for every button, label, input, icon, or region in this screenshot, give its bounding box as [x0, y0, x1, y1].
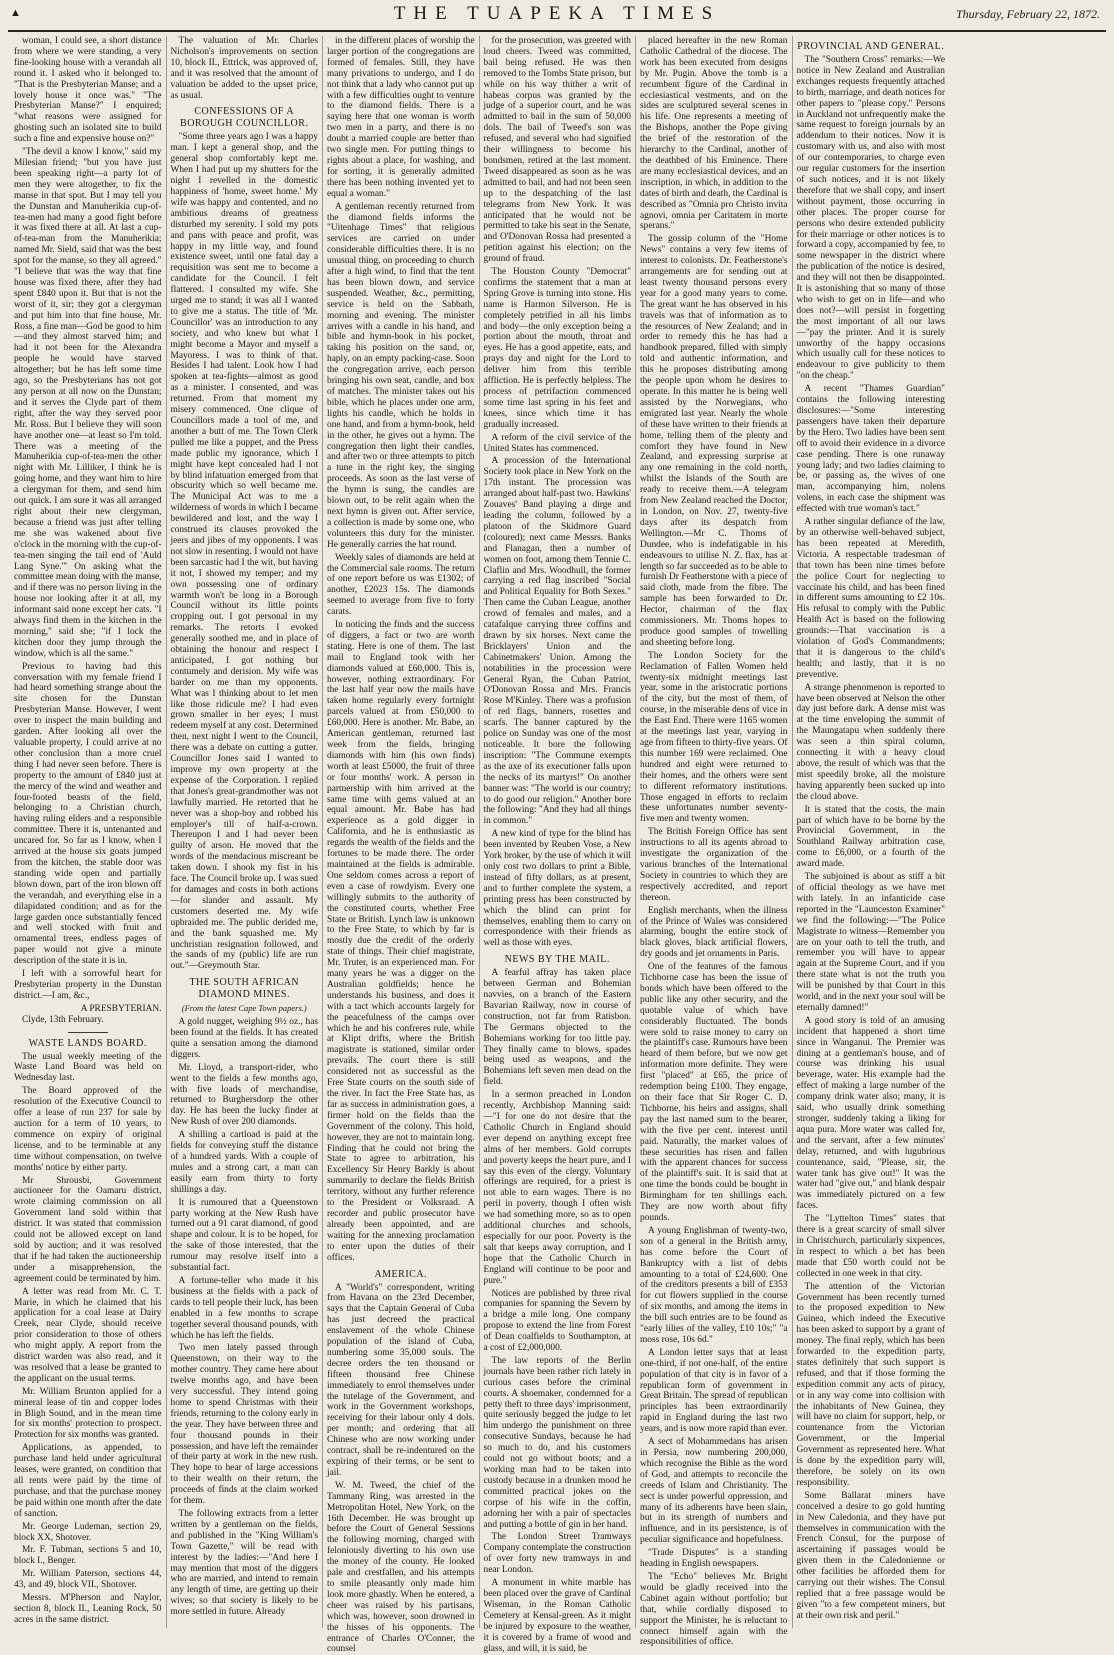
article-paragraph: A shilling a cartload is paid at the fields for conveying stuff the distance of a hundred yards. With a couple of mules and a strong cart, a man can easily earn from thirty to forty shillings a day.	[170, 1130, 318, 1195]
newspaper-columns	[10, 36, 1106, 1655]
article-paragraph: In a sermon preached in London recently, Archbishop Manning said:—"I for one do not desire that the Catholic Church in England should ever depend on anything except free alms of her members. Gold corrupts and poverty keeps the heart pure, and I say this even of the clergy. Voluntary offerings are required, for a priest is not able to earn wages. There is no peril in poverty, though I often wish we had something more, so as to open additional churches and schools, especially for our poor. Poverty is the salt that keeps away corruption, and I hope that the Catholic Church in England will continue to be poor and pure."	[483, 1090, 631, 1286]
article-paragraph: Some Ballarat miners have conceived a desire to go gold hunting in New Caledonia, and they have put themselves in communication with the French Consul, for the purpose of ascertaining if passages would be given them in the Caledonienne or other facilities be afforded them for carrying out their wishes. The Consul replied that a free passage would be given "to a few competent miners, but at their own risk and peril."	[796, 1490, 945, 1621]
article-heading: PROVINCIAL AND GENERAL.	[797, 41, 945, 52]
article-paragraph: One of the features of the famous Tichborne case has been the issue of bonds which have been offered to the public like any other security, and the quotable value of which have considerably fluctuated. The bonds were sold to raise money to carry on the plaintiff's case. Rumours have been heard of them before, but we now get information more definite. They were first "placed" at £65, the price of redemption being £100. They engage, on their face that Sir Roger C. D. Tichborne, his heirs and assigns, shall pay the last named sum to the bearer, with the five per cent. interest until paid. Naturally, the market values of these securities has risen and fallen with the apparent chances for success of the plaintiff's suit. It is said that at one time the bonds could be bought in Birmingham for ten shillings each. They are now worth about fifty pounds.	[640, 962, 788, 1223]
article-paragraph: in the different places of worship the larger portion of the congregations are formed of females. Still, they have many privations to undergo, and I do not think that a lady who cannot put up with a few difficulties ought to venture to the diamond fields. There is a saying here that one woman is worth two men in a party, and there is no doubt a married couple are better than two single men. For putting things to rights about a place, for washing, and for sorting, it is generally admitted there has been nothing invented yet to equal a woman."	[327, 36, 475, 199]
article-paragraph: woman, I could see, a short distance from where we were standing, a very fine-looking house with a verandah all round it. I asked who it belonged to. "That is the Presbyterian Manse; and a lovely house it once was." "The Presbyterian Manse?" I enquired; "what reasons were assigned for ghosting such an isolated site to build such a fine and expensive house on?"	[14, 36, 162, 145]
article-paragraph: It is stated that the costs, the main part of which have to be borne by the Provincial Government, in the Southland Railway arbitration case, come to £6,000, or a fourth of the award made.	[796, 804, 945, 870]
article-paragraph: The valuation of Mr. Charles Nicholson's improvements on section 10, block II., Ettrick, was approved of, and it was resolved that the amount of valuation be added to the upset price, as usual.	[170, 36, 318, 101]
newspaper-title: THE TUAPEKA TIMES	[393, 3, 721, 24]
article-paragraph: In noticing the finds and the success of diggers, a fact or two are worth stating. Here is one of them. The last mail to England took with her diamonds valued at £60,000. This is, however, nothing extraordinary. For the last half year now the mails have taken home regularly every fortnight parcels valued at from £50,000 to £60,000. Here is another. Mr. Babe, an American gentleman, returned last week from the fields, bringing diamonds with him (his own finds) worth at least £5000, the fruit of three or four months' work. A person in partnership with him arrived at the same time with gems valued at an equal amount. Mr. Babe has had experience as a gold digger in California, and he is enthusiastic as regards the wealth of the fields and the fortunes to be made there. The order maintained at the fields is admirable. One seldom comes across a report of even a case of rowdyism. Every one willingly submits to the authority of the constituted courts, whether Free State or British. Lynch law is unknown to the Free State, to which by far is mostly due the credit of the orderly state of things. Their chief magistrate, Mr. Truter, is an experienced man. For many years he was a digger on the Australian goldfields; hence he understands his business, and does it with a tact which accounts largely for the peacefulness of the camps over which he and his confreres rule, while at Klipt drifts, where the British magistrate is stationed, similar order prevails. The court there is still considered not as successful as the Free State courts on the south side of the river. In fact the Free State has, as far as success in administration goes, a firmer hold on the fields than the Government of the colony. This hold, however, they are not to maintain long. Finding that he could not bring the State to agree to arbitration, his Excellency Sir Henry Barkly is about summarily to declare the fields British territory, without any further reference to the President or Volksraad. A recorder and public prosecutor have already been appointed, and are waiting for the annexing proclamation to enter upon the duties of their offices.	[327, 620, 475, 1263]
article-paragraph: A sect of Mohammedans has arisen in Persia, now numbering 200,000, which recognise the Bible as the word of God, and attempts to reconcile the creeds of Islam and Christianity. The sect is under powerful oppression, and many of its adherents have been slain, but in its strength of numbers and influence, and in its persistence, is of peculiar significance and hopefulness.	[640, 1437, 788, 1546]
article-heading: WASTE LANDS BOARD.	[28, 1037, 147, 1049]
column-5	[636, 36, 793, 1648]
masthead-bar	[0, 0, 1114, 30]
article-paragraph: The Houston County "Democrat" confirms the statement that a man at Spring Grove is turning into stone. His name is Harmon Silverson. He is completely petrified in all his limbs and body—the only exception being a portion about the mouth, throat and eyes. He has a good appetite, eats, and prays day and night for the Lord to deliver him from this terrible affliction. He is perfectly helpless. The process of petrifaction commenced some time last spring in his feet and knees, since which time it has gradually increased.	[483, 267, 631, 430]
article-paragraph: The London Street Tramways Company contemplate the construction of over forty new tramways in and near London.	[483, 1532, 631, 1576]
article-paragraph: Mr. George Ludeman, section 29, block XX, Shotover.	[14, 1521, 162, 1543]
article-paragraph: It is rumoured that a Queenstown party working at the New Rush have turned out a 91 carat diamond, of good shape and colour. It is to be hoped, for the sake of those interested, that the rumour may resolve itself into a substantial fact.	[170, 1197, 318, 1274]
article-paragraph: A procession of the International Society took place in New York on the 17th instant. The procession was arranged about half-past two. Hawkins' Zouaves' Band playing a dirge and leading the column, followed by a platoon of the Skidmore Guard (coloured); next came Messrs. Banks and Flanagan, then a number of women on foot, among them Tennie C. Claflin and Mrs. Woodhull, the former carrying a red flag inscribed "Social and Political Equality for Both Sexes." Then came the Cuban League, another crowd of females and males, and a catafalque carrying three coffins and drawn by six horses. Next came the Bricklayers' Union and the Cabinetmakers' Union. Among the notabilities in the procession were General Ryan, the Cuban Patriot, O'Donovan Rossa and Mrs. Francis Rose M'Kinley. There was a profusion of red flags, banners, rosettes and scarfs. The banner captured by the police on Sunday was one of the most noticeable. It bore the following inscription: "The Commune exempts as the axe of its executioner falls upon the necks of its martyrs!" On another banner was: "The world is our country; to do good our religion." Another bore the following: "And they had all things in common."	[483, 456, 631, 827]
article-paragraph: Messrs. M'Pherson and Naylor, section 8, block II., Leaning Rock, 50 acres in the same district.	[14, 1593, 162, 1625]
column-6	[793, 36, 950, 1628]
article-heading: NEWS BY THE MAIL.	[504, 954, 610, 966]
article-paragraph: "The devil a know I know," said my Milesian friend; "but you have just been speaking right—a party lot of men they were altogether, to fix the manse in that spot. But I may tell you the Dunstan and Manuherikia cup-of-tea-men had many a good fight before it was fixed there at all. At last a cup-of-tea-man from the Manuherikia; named Mr. Sield, said that was the best spot for the manse, so they all agreed." "I believe that was the way that fine house was fixed there, after they had spent £840 upon it. But that is not the worst of it, sir; they got a clergyman and put him into that fine house, Mr. Ross, a fine man—God be good to him—and they almost starved him; and had it not been for the Alexandra people he would have starved altogether; but he has left some time ago, so the Presbyterians has not got any person at all now on the Dunstan; and it serves the Clyde part of them right, after the way they served poor Mr. Ross. But I believe they will soon have another one—at least so I'm told. There was a meeting of the Manuherikia cup-of-tea-men the other night with Mr. Lilliker, I think he is going home, and they want him to hire a clergyman for them, and send him out quick. I am sure it was all arranged right about their new clergyman, because a friend was just after telling me she was wakened about five o'clock in the morning with the cup-of-tea-men singing the tail end of 'Auld Lang Syne.'" On asking what the committee mean doing with the manse, and if there was no person living in the house nor looking after it at all, my informant said none except her cats. "I always find them in the kitchen in the morning," said she; "if I lock the kitchen door they jump through the window, which is all the same."	[14, 147, 162, 659]
article-paragraph: Mr. William Brunton applied for a mineral lease of tin and copper lodes in Bligh Sound, and in the mean time for six months' protection to prospect. Protection for six months was granted.	[14, 1386, 162, 1441]
article-paragraph: English merchants, when the illness of the Prince of Wales was considered alarming, bought the entire stock of black gloves, black artificial flowers, dry goods and jet ornaments in Paris.	[640, 905, 788, 960]
column-4	[480, 36, 637, 1654]
issue-date: Thursday, February 22, 1872.	[956, 7, 1100, 21]
article-paragraph: The subjoined is about as stiff a bit of official theology as we have met with lately. In an infanticide case reported in the "Launceston Examiner" we find the following:—"The Police Magistrate to witness—Remember you are on your oath to tell the truth, and remember you will have to appear again at the Supreme Court, and if you there state what is not the truth you will be punished by that Court in this world, and in the next your soul will be eternally damned!"	[796, 872, 945, 1013]
letter-signature: A PRESBYTERIAN.	[80, 1003, 162, 1014]
article-paragraph: A letter was read from Mr. C. T. Marie, in which he claimed that his application for a coal lease at Dairy Creek, near Clyde, should receive prior consideration to those of others who might apply. A report from the district warden was also read, and it was resolved that a lease be granted to the applicant on the usual terms.	[14, 1286, 162, 1384]
article-paragraph: Mr. F. Tubman, sections 5 and 10, block I., Benger.	[14, 1545, 162, 1567]
article-subheading: (From the latest Cape Town papers.)	[181, 1003, 307, 1014]
article-paragraph: A monument in white marble has been placed over the grave of Cardinal Wiseman, in the Roman Catholic Cemetery at Kensal-green. As it might be injured by exposure to the weather, it is covered by a frame of wood and glass, and will, it is said, be	[483, 1578, 631, 1654]
article-paragraph: A young Englishman of twenty-two, son of a general in the British army, has come before the Court of Bankruptcy with a list of debts amounting to a total of £24,600. One of the creditors presents a bill of £353 for cut flowers supplied in the course of six months, and among the items in the bill such entries are to be found as "early lilies of the valley, £10 10s;" "a moss rose, 10s 6d."	[640, 1225, 788, 1345]
article-paragraph: A gold nugget, weighing 9½ oz., has been found at the fields. It has created quite a sensation among the diamond diggers.	[170, 1017, 318, 1060]
article-paragraph: Previous to having had this conversation with my female friend I had heard something strange about the site chosen for the Dunstan Presbyterian Manse. However, I went over to inspect the main building and garden. After looking all over the valuable property, I could arrive at no other conclusion than a more cruel thing I had never seen before. There is property to the amount of £840 just at the mercy of the wind and weather and four-footed beasts of the field, belonging to a Christian church, having ruling elders and a responsible committee. There it is, untenanted and uncared for. So far as I know, when I arrived at the house six goats jumped from the kitchen, the stable door was standing wide open and partially blown down, part of the iron blown off the verandah, and everything else in a dilapidated condition; and as for the large garden once substantially fenced and well stocked with fruit and ornamental trees, endless pages of paper would not give a minute description of the state it is in.	[14, 661, 162, 967]
article-paragraph: "Some three years ago I was a happy man. I kept a general shop, and the general shop comfortably kept me. When I had put up my shutters for the night I revelled in the domestic happiness of 'home, sweet home.' My wife was happy and contented, and no ambitious dreams of greatness disturbed my serenity. I sold my pots and pans with peace and profit, was happy in my little way, and found existence sweet, until one fatal day a requisition was sent me to become a candidate for the Council. I felt flattered. I consulted my wife. She urged me to stand; it was all I wanted to give me a status. The title of 'Mr. Councillor' was an introduction to any society, and who knew but what I might become a Mayor and myself a Mayoress. I was to think of that. Besides I had talent. Look how I had spoken at tea-fights—almost as good as a minister. I consented, and was returned. From that moment my misery commenced. One clique of Councillors made a tool of me, and another a butt of me. The Town Clerk pulled me like a puppet, and the Press made public my ignorance, which I might have kept concealed had I not by blind infatuation emerged from that obscurity which so well became me. The Municipal Act was to me a wilderness of words in which I became bewildered and lost, and the way I construed its clauses provoked the jeers and jibes of my opponents. I was not slow in resenting. I would not have been sarcastic had I the wit, but having it not, I showed my temper; and my own possessing one of ordinary warmth won't be long in a Borough Council without its little points cropping out. I got personal in my remarks. The retorts I evoked generally soothed me, and in place of obtaining the honour and respect I anticipated, I got nothing but contumely and derision. My wife was harder on me than my opponents. What was I thinking about to let men like those ridicule me? I had even grown smaller in her eyes; I must redeem myself at any cost. Determined then, next night I went to the Council, there was a debate on cutting a gutter. Councillor Jones said I wanted to improve my own property at the expense of the Corporation. I replied that Jones's great-grandmother was not lawfully married. He retorted that he never was a shop-boy and robbed his employer's till of half-a-crown. Thereupon I and I had never been guilty of arson. He moved that the words of the mendacious miscreant be taken down. I shook my fist in his face. The Council broke up. I was sued for damages and costs in both actions—for slander and assault. My customers deserted me. My wife upbraided me. The public derided me, and the bank squashed me. My unchristian resignation followed, and the sands of my (public) life are run out."—Greymouth Star.	[170, 132, 318, 972]
article-paragraph: The gossip column of the "Home News" contains a very few items of interest to colonists. Dr. Featherstone's arrangements are for sending out at least twenty thousand persons every year for a good many years to come. The great want he has observed in his travels was that of information as to the resources of New Zealand; and in order to remedy this he has had a handbook prepared, filled with simply told and authentic information, and this he proposes distributing among the people upon whom he desires to operate. In this matter he is being well assisted by the Norwegians, who emigrated last year. Nearly the whole of these have written to their friends at home, telling them of the plenty and comfort they have found in New Zealand, and expressing surprise at any one remaining in the cold north, whilst the Islands of the South are ready to receive them.—A telegram from New Zealand reached the Doctor, in London, on Nov. 27, twenty-five days after its despatch from Wellington.—Mr C. Thoms of Dundee, who is indefatigable in his endeavours to utilise N. Z. flax, has at length so far succeeded as to be able to furnish Dr Featherstone with a piece of said cloth, made from the fibre. The sample has been forwarded to Dr. Hector, chairman of the flax commissioners. Mr. Thoms hopes to produce good samples of towelling and sheeting before long.	[640, 234, 788, 648]
article-paragraph: The "Lyttelton Times" states that there is a great scarcity of small silver in Christchurch, particularly sixpences, in respect to which a bet has been made that £50 worth could not be collected in one week in that city.	[796, 1214, 945, 1279]
article-paragraph: The "Echo" believes Mr. Bright would be gladly received into the Cabinet again without portfolio; but that, while cordially disposed to support the Minister, he is reluctant to connect himself again with the responsibilities of office.	[640, 1571, 788, 1648]
article-paragraph: The following extracts from a letter written by a gentleman on the fields, and published in the "King William's Town Gazette," will be read with interest by the ladies:—"And here I may mention that most of the diggers who are married, and intend to remain any length of time, are getting up their wives; so that society is likely to be more settled in future. Already	[170, 1509, 318, 1618]
article-heading: THE SOUTH AFRICAN DIAMOND MINES.	[189, 977, 300, 1001]
article-paragraph: A reform of the civil service of the United States has commenced.	[483, 432, 631, 454]
article-paragraph: A rather singular defiance of the law, by an otherwise well-behaved subject, has been repeated at Meredith, Victoria. A respectable tradesman of that town has been nine times before the police Court for neglecting to vaccinate his child, and has been fined in different sums amounting to £2 10s. His refusal to comply with the Public Health Act is based on the following grounds:—That vaccination is a violation of God's Commandments; that it is dangerous to the child's health; and lastly, that it is no preventive.	[796, 517, 945, 680]
article-paragraph: A gentleman recently returned from the diamond fields informs the "Uitenhage Times" that religious services are carried on under considerable difficulties there. It is no unusual thing, on proceeding to church after a high wind, to find that the tent has been blown down, and service suspended. Weather, &c., permitting, service is held on the Sabbath, morning and evening. The minister arrives with a candle in his hand, and bible and hymn-book in his pocket, taking his position on the sand, or, haply, on an empty packing-case. Soon the congregation arrive, each person bringing his own seat, candle, and box of matches. The minister takes out his bible, which he places under one arm, lights his candle, which he holds in one hand, and from a hymn-book, held in the other, he gives out a hymn. The congregation then light their candles, and after two or three attempts to pitch a tune in the right key, the singing proceeds. As soon as the last verse of the hymn is sung, the candles are blown out, to be relit again when the next hymn is given out. After service, a collection is made by some one, who volunteers this duty for the minister. He generally carries the hat round.	[327, 201, 475, 550]
article-heading: AMERICA.	[374, 1268, 428, 1280]
article-paragraph: The law reports of the Berlin journals have been rather rich lately in curious cases before the criminal courts. A shoemaker, condemned for a petty theft to three days' imprisonment, quite seriously begged the judge to let him undergo the punishment on three consecutive Sundays, because he had so much to do, and his customers could not go without boots; and a working man had to be taken into custody because in a drunken mood he committed practical jokes on the corpse of his wife in the coffin, adorning her with a pair of spectacles and putting a bottle of gin in her hand.	[483, 1355, 631, 1530]
article-paragraph: A new kind of type for the blind has been invented by Reuben Vose, a New York broker, by the use of which it will only cost two dollars to print a Bible, instead of fifty dollars, as at present, and to further complete the system, a printing press has been constructed by which the blind can print for themselves, enabling them to carry on correspondence with their friends as well as those with eyes.	[483, 829, 631, 949]
column-3	[323, 36, 480, 1655]
article-paragraph: for the prosecution, was greeted with loud cheers. Tweed was committed, bail being refused. He was then removed to the Tombs State prison, but while on his way thither a writ of habeas corpus was granted by the judge of a superior court, and he was admitted to bail in the sum of 50,000 dols. The bail of Tweed's son was refused, and several who had signified their willingness to become his bondsmen, retired at the last moment. Tweed disappeared as soon as he was admitted to bail, and had not been seen up to the despatching of the last telegrams from New York. It was anticipated that he would not be permitted to take his seat in the Senate, and O'Donovan Rossa had presented a petition against his election; on the ground of fraud.	[483, 36, 631, 265]
column-1	[10, 36, 167, 1628]
article-paragraph: A "World's" correspondent, writing from Havana on the 23rd December, says that the Captain General of Cuba has just decreed the practical enslavement of the whole Chinese population of the island of Cuba, numbering some 35,000 souls. The decree orders the ten thousand or fifteen thousand free Chinese immediately to enrol themselves under the tutelage of the Government, and work in the Government workshops, receiving for their labour only 4 dols. per month; and ordering that all Chinese who are now working under contract, shall be re-indentured on the expiring of their terms, or be sent to jail.	[327, 1282, 475, 1478]
article-heading: CONFESSIONS OF A BOROUGH COUNCILLOR.	[180, 106, 309, 130]
article-paragraph: Applications, as appended, to purchase land held under agricultural leases, were granted, on condition that all rents were paid by the time of purchase, and that the purchase money be paid within one month after the date of sanction.	[14, 1443, 162, 1519]
article-paragraph: Two men lately passed through Queenstown, on their way to the mother country. They came here about twelve months ago, and have been very successful. They intend going home to spend Christmas with their friends, returning to the colony early in the year. They have between three and four thousand pounds in their possession, and have left the remainder of their party at work in the new rush. They hope to hear of large accessions to their wealth on their return, the proceeds of finds at the claim worked for them.	[170, 1343, 318, 1507]
article-paragraph: The Board approved of the resolution of the Executive Council to offer a lease of run 237 for sale by auction for a term of 10 years, to commence on expiry of original license, and to be terminable at any time without compensation, on twelve months' notice by either party.	[14, 1086, 162, 1173]
article-paragraph: A recent "Thames Guardian" contains the following interesting disclosures:—"Some interesting passengers have taken their departure by the Hero. Two ladies have been sent off to avoid their evidence in a divorce case pending. There is one runaway young lady; and two ladies claiming to be, or passing as, the wives of one man, accompanying him, nolens volens, in each case the shipment was effected with true woman's tact."	[796, 384, 945, 515]
article-paragraph: Weekly sales of diamonds are held at the Commercial sale rooms. The return of one report before us was £1302; of another, £2023 15s. The diamonds seemed to average from five to forty carats.	[327, 552, 475, 618]
article-paragraph: A good story is told of an amusing incident that happened a short time since in Wanganui. The Premier was dining at a gentleman's house, and of course was drinking his usual beverage, water. His example had the effect of making a large number of the company drink water also; many, it is said, who usually drink something stronger, suddenly taking a liking for aqua pura. More water was called for, and the servant, after a few minutes' delay, returned, and with lugubrious countenance, said, "Please, sir, the water tank has give out!" It was the water had "give out," and blank despair was immediately pictured on a few faces.	[796, 1015, 945, 1212]
article-paragraph: placed hereafter in the new Roman Catholic Cathedral of the diocese. The work has been executed from designs by Mr. Pugin. Above the tomb is a recumbent figure of the Cardinal in ecclesiastical vestments, and on the sides are sculptured several scenes in his life. One represents a meeting of the Bishops, another the Pope giving the brief of the restoration of the hierarchy to the Cardinal, another of the deathbed of his Eminence. There are many ecclesiastical devices, and an inscription, in which, in addition to the dates of birth and death, the Cardinal is described as "Omnia pro Christo invita agnovi, omnia per Caritatem in morte sperans."	[640, 36, 788, 232]
article-paragraph: The British Foreign Office has sent instructions to all its agents abroad to investigate the organization of the various branches of the International Society in countries to which they are respectively accredited, and report thereon.	[640, 827, 788, 903]
masthead-rule	[8, 30, 1106, 32]
article-paragraph: A fearful affray has taken place between German and Bohemian navvies, on a branch of the Eastern Bavarian Railway, now in course of construction, not far from Ratisbon. The Germans objected to the Bohemians working for too little pay. They finally came to blows, spades being used as weapons, and the Bohemians left seven men dead on the field.	[483, 968, 631, 1088]
masthead-ornament: ▲	[10, 7, 21, 19]
article-paragraph: Mr Shrousbi, Government auctioneer for the Oamaru district, wrote claiming commission on all Government land sold within that district. It was stated that commission could not be allowed except on land sold by auction; and it was resolved that if he had taken the auctioneership under a misapprehension, the agreement could be terminated by him.	[14, 1175, 162, 1284]
article-paragraph: Mr. William Paterson, sections 44, 43, and 49, block VII., Shotover.	[14, 1569, 162, 1591]
article-paragraph: W. M. Tweed, the chief of the Tammany Ring, was arrested in the Metropolitan Hotel, New York, on the 16th December. He was brought up before the Court of General Sessions the following morning, charged with feloniously diverting to his own use the money of the county. He looked pale and crestfallen, and his attempts to smile pleasantly only made him look more ghastly. When he entered, a cheer was raised by his partisans, which was, however, soon drowned in the hisses of his opponents. The entrance of Charles O'Conner, the counsel	[327, 1480, 475, 1655]
article-paragraph: A fortune-teller who made it his business at the fields with a pack of cards to tell people their luck, has been enabled in a few months to scrape together several thousand pounds, with which he has left the fields.	[170, 1275, 318, 1341]
article-paragraph: The usual weekly meeting of the Waste Land Board was held on Wednesday last.	[14, 1051, 162, 1084]
article-paragraph: Notices are published by three rival companies for spanning the Severn by a bridge a mile long. One company propose to extend the line from Forest of Dean coalfields to Southampton, at a cost of £2,000,000.	[483, 1288, 631, 1354]
article-paragraph: "Trade Disputes" is a standing heading in English newspapers.	[640, 1548, 788, 1570]
article-paragraph: A London letter says that at least one-third, if not one-half, of the entire population of that city is in favor of a republican form of government in Great Britain. The spread of republican principles has been extraordinarily rapid in England during the last two years, and is now more rapid than ever.	[640, 1347, 788, 1435]
letter-dateline: Clyde, 13th February.	[22, 1014, 104, 1025]
article-paragraph: The attention of the Victorian Government has been recently turned to the proposed expedition to New Guinea, which indeed the Executive has been asked to support by a grant of money. The final reply, which has been forwarded to the expedition party, states definitely that such support is refused, and that if those forming the expedition commit any acts of piracy, or in any way come into collision with the inhabitants of New Guinea, they will have no claim for support, help, or countenance from the Victorian Government, or the Imperial Government as represented here. What is done by the expedition party will, therefore, be solely on its own responsibility.	[796, 1281, 945, 1488]
article-paragraph: I left with a sorrowful heart for Presbyterian property in the Dunstan district.—I am, &c.,	[14, 969, 162, 1001]
article-paragraph: A strange phenomenon is reported to have been observed at Nelson the other day just before dark. A dense mist was at the time enveloping the summit of the Maungatapu when suddenly there was seen a thin spiral column, connecting it with a heavy cloud above, the result of which was that the mist speedily broke, all the moisture having apparently been sucked up into the cloud above.	[796, 682, 945, 802]
article-paragraph: The "Southern Cross" remarks:—We notice in New Zealand and Australian exchanges requests frequently attached to birth, marriage, and death notices for other papers to "please copy." Persons in Auckland not unfrequently make the same request to foreign journals by an addendum to their notices. Now it is customary with us, and also with most of our contemporaries, to charge even our regular customers for the insertion of such notices, and it is not likely therefore that we shall copy, and insert without payment, those occurring in other places. The proper course for persons who desire extended publicity for their marriage or other notices is to forward a copy, accompanied by fee, to some newspaper in the district where the publication of the notice is desired, and they will not then be disappointed. It is astonishing that so many of those who wish to get on in life—and who does not?—will persist in forgetting the most important of all our laws—"pay the printer. And it is surely unworthy of the happy occasions which usually call for these notices to endeavour to give publicity to them "on the cheap."	[796, 55, 945, 382]
section-divider	[68, 1032, 108, 1033]
article-paragraph: Mr. Lloyd, a transport-rider, who went to the fields a few months ago, with five loads of merchandise, returned to Burghersdorp the other day. He has been the lucky finder at New Rush of over 200 diamonds.	[170, 1062, 318, 1128]
column-2	[167, 36, 324, 1628]
article-paragraph: The London Society for the Reclamation of Fallen Women held twenty-six midnight meetings last year, some in the aristocratic portions of the city, but the most of them, of course, in the miserable dens of vice in the East End. There were 1165 women at the meetings last year, varying in age from fifteen to thirty-five years. Of this number 169 were reclaimed. One hundred and eight were returned to their homes, and the others were sent to different reformatory institutions. Those engaged in efforts to reclaim these unfortunates number seventy-five men and twenty women.	[640, 650, 788, 825]
